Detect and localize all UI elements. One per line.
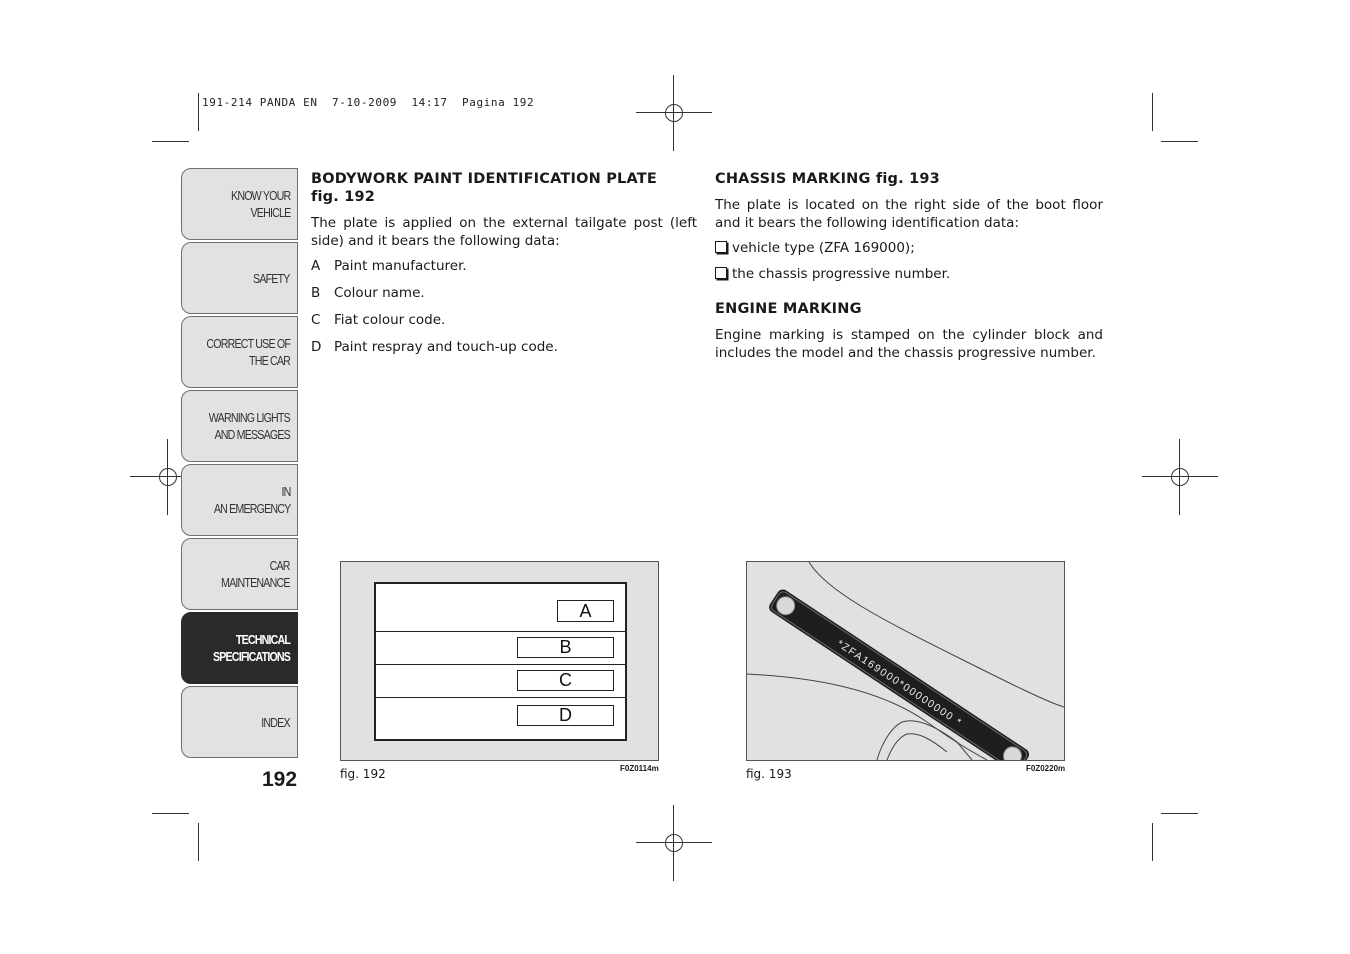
tab-label: INDEX xyxy=(261,714,290,730)
figure-193 xyxy=(746,561,1065,761)
tab-label: SAFETY xyxy=(253,270,290,286)
paragraph: Engine marking is stamped on the cylinder block and includes the model and the chassis progressive number. xyxy=(715,327,1103,361)
paint-plate-illustration xyxy=(374,582,627,741)
bullet-item xyxy=(715,239,1103,257)
item-key: D xyxy=(311,339,322,355)
plate-label-d: D xyxy=(517,705,614,726)
registration-mark-bottom xyxy=(636,805,712,881)
chassis-number-text: *ZFA169000*00000000 * xyxy=(834,637,965,730)
list-item xyxy=(311,338,697,356)
tab-safety[interactable] xyxy=(181,242,298,314)
section-heading xyxy=(311,170,697,206)
tab-label: WARNING LIGHTS AND MESSAGES xyxy=(208,410,290,442)
tab-label: IN AN EMERGENCY xyxy=(213,484,290,516)
print-header: 191-214 PANDA EN 7-10-2009 14:17 Pagina 192 xyxy=(202,96,535,109)
chassis-plate-illustration xyxy=(747,562,1064,760)
chassis-heading: CHASSIS MARKING fig. 193 xyxy=(715,171,940,187)
item-key: A xyxy=(311,258,321,274)
tab-maintenance[interactable] xyxy=(181,538,298,610)
figure-code: F0Z0114m xyxy=(620,764,659,773)
tab-label: CAR MAINTENANCE xyxy=(221,558,290,590)
figure-caption: fig. 193 xyxy=(746,767,792,781)
item-text: Paint manufacturer. xyxy=(334,258,467,274)
paragraph: The plate is located on the right side of the boot floor and it bears the following identification data: xyxy=(715,197,1103,231)
item-key: B xyxy=(311,285,321,301)
page-number: 192 xyxy=(262,768,298,791)
bullet-text: the chassis progressive number. xyxy=(732,266,951,282)
list-item xyxy=(311,284,697,302)
tab-technical-specifications[interactable] xyxy=(181,612,298,684)
tab-emergency[interactable] xyxy=(181,464,298,536)
figure-192 xyxy=(340,561,659,761)
checkbox-bullet-icon xyxy=(715,267,727,279)
plate-label-b: B xyxy=(517,637,614,658)
chapter-tabs xyxy=(181,168,298,760)
tab-know-your-vehicle[interactable] xyxy=(181,168,298,240)
registration-mark-right xyxy=(1142,439,1218,515)
figure-caption: fig. 192 xyxy=(340,767,386,781)
bullet-text: vehicle type (ZFA 169000); xyxy=(732,240,915,256)
figure-code: F0Z0220m xyxy=(1026,764,1066,773)
marking-section xyxy=(715,170,1103,369)
tab-warning-lights[interactable] xyxy=(181,390,298,462)
tab-index[interactable] xyxy=(181,686,298,758)
engine-heading: ENGINE MARKING xyxy=(715,301,862,317)
list-item xyxy=(311,311,697,329)
heading-text: BODYWORK PAINT IDENTIFICATION PLATE xyxy=(311,171,657,187)
tab-label: KNOW YOUR VEHICLE xyxy=(230,188,290,220)
item-text: Colour name. xyxy=(334,285,425,301)
heading-figure-ref: fig. 192 xyxy=(311,189,376,205)
item-text: Fiat colour code. xyxy=(334,312,446,328)
tab-correct-use[interactable] xyxy=(181,316,298,388)
paragraph: The plate is applied on the external tailgate post (left side) and it bears the following data: xyxy=(311,215,697,249)
item-text: Paint respray and touch-up code. xyxy=(334,339,558,355)
tab-label: TECHNICAL SPECIFICATIONS xyxy=(212,632,290,664)
paint-plate-section xyxy=(311,170,697,365)
item-key: C xyxy=(311,312,321,328)
plate-label-a: A xyxy=(557,600,614,622)
list-item xyxy=(311,257,697,275)
registration-mark-top xyxy=(636,75,712,151)
bullet-item xyxy=(715,265,1103,283)
checkbox-bullet-icon xyxy=(715,241,727,253)
tab-label: CORRECT USE OF THE CAR xyxy=(206,336,290,368)
plate-label-c: C xyxy=(517,670,614,691)
